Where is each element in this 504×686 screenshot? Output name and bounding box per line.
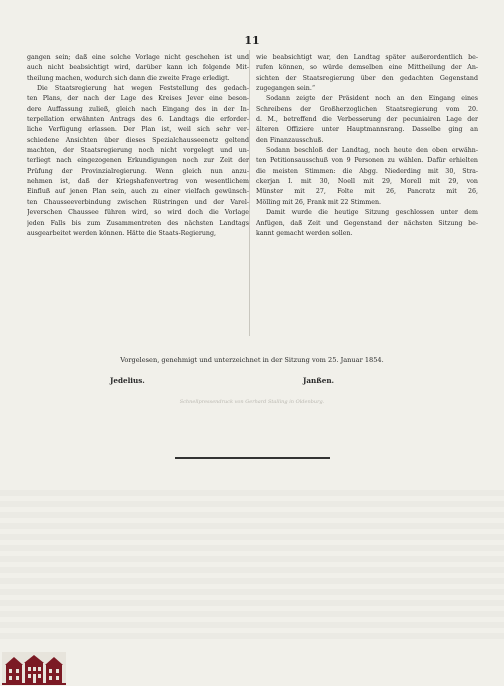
right-column-line: Sodann beschloß der Landtag, noch heute den oben erwähn- xyxy=(266,147,478,155)
protocol-line: Vorgelesen, genehmigt und unterzeichnet in der Sitzung vom 25. Januar 1854. xyxy=(120,356,384,364)
right-column-line: Mölling mit 26, Frank mit 22 Stimmen. xyxy=(256,198,382,206)
left-column-line: nehmen ist, daß der Kriegshafenvertrag von wesentlichem xyxy=(27,178,249,186)
page-number: 11 xyxy=(244,34,260,47)
right-column-line: älteren Offiziere unter Hauptmannsrang. Dasselbe ging an xyxy=(256,126,478,134)
left-column-line: ten Chausseeverbindung zwischen Rüstringen und der Varel- xyxy=(27,198,249,206)
right-column-line: Damit wurde die heutige Sitzung geschlossen unter dem xyxy=(266,209,478,217)
left-column-line: Prüfung der Provinzialregierung. Wenn gleich nun anzu- xyxy=(27,167,249,175)
left-column-line: ten Plans, der nach der Lage des Kreises Jever eine beson- xyxy=(27,95,249,103)
right-column-line: sichten der Staatsregierung über den gedachten Gegenstand xyxy=(256,74,478,82)
signature-left: Jedelius. xyxy=(110,376,145,385)
right-column-line: wie beabsichtigt war, den Landtag später außerordentlich be- xyxy=(256,54,478,61)
reverse-side-bleed-through xyxy=(0,490,504,640)
right-column-line: Anfügen, daß Zeit und Gegenstand der nächsten Sitzung be- xyxy=(256,219,478,227)
left-column-line: Einfluß auf jenen Plan sein, auch zu einer vielfach gewünsch- xyxy=(27,188,249,196)
right-column-line: zugegangen sein.“ xyxy=(256,85,316,93)
right-text-column xyxy=(256,53,478,239)
left-text-column xyxy=(27,53,249,239)
left-column-line: auch nicht beabsichtigt wird, darüber kann ich folgende Mit- xyxy=(27,64,249,72)
right-column-line: ckerjan I. mit 30, Noell mit 29, Morell mit 29, von xyxy=(256,178,478,186)
left-column-line: theilung machen, wodurch sich dann die zweite Frage erledigt. xyxy=(27,74,230,82)
right-column-line: die meisten Stimmen: die Abgg. Niederding mit 30, Stra- xyxy=(256,167,478,175)
right-column-line: d. M., betreffend die Verbesserung der pecuniairen Lage der xyxy=(256,116,478,124)
right-column-line: kannt gemacht werden sollen. xyxy=(256,229,353,237)
library-building-logo xyxy=(2,652,66,685)
left-column-line: machten, der Staatsregierung noch nicht vorgelegt und un- xyxy=(27,147,249,155)
right-column-line: rufen können, so würde demselben eine Mittheilung der An- xyxy=(256,64,478,72)
right-column-line: den Finanzausschuß. xyxy=(256,136,324,144)
left-column-line: terliegt nach eingezogenen Erkundigungen noch zur Zeit der xyxy=(27,157,249,165)
closing-rule xyxy=(175,457,330,459)
left-column-line: schiedene Ansichten über dieses Spezialchausseenetz geltend xyxy=(27,136,249,144)
column-divider xyxy=(249,50,250,336)
left-column-line: dere Auffassung zuließ, gleich nach Eingang des in der In- xyxy=(27,105,249,113)
right-column-line: ten Petitionsausschuß von 9 Personen zu wählen. Dafür erhielten xyxy=(256,157,478,165)
right-column-line: Münster mit 27, Folte mit 26, Pancratz mit 26, xyxy=(256,188,478,196)
left-column-line: liche Verfügung erlassen. Der Plan ist, weil sich sehr ver- xyxy=(27,126,249,134)
signature-right: Janßen. xyxy=(303,376,335,385)
left-column-line: terpellation erwähnten Antrags des 6. Landtags die erforder- xyxy=(27,116,249,124)
left-column-line: jeden Falls bis zum Zusammentreten des nächsten Landtags xyxy=(27,219,249,227)
right-column-line: Sodann zeigte der Präsident noch an den Eingang eines xyxy=(266,95,478,103)
right-column-line: Schreibens der Großherzoglichen Staatsregierung vom 20. xyxy=(256,105,478,113)
printer-imprint: Schnellpressendruck von Gerhard Stalling in Oldenburg. xyxy=(179,399,325,405)
left-column-line: ausgearbeitet werden können. Hätte die Staats-Regierung, xyxy=(27,229,217,237)
left-column-line: Jeverschen Chaussee führen wird, so wird doch die Vorlage xyxy=(27,209,249,217)
left-column-line: gangen sein; daß eine solche Vorlage nicht geschehen ist und xyxy=(27,54,249,61)
left-column-line: Die Staatsregierung hat wegen Feststellung des gedach- xyxy=(37,85,249,93)
